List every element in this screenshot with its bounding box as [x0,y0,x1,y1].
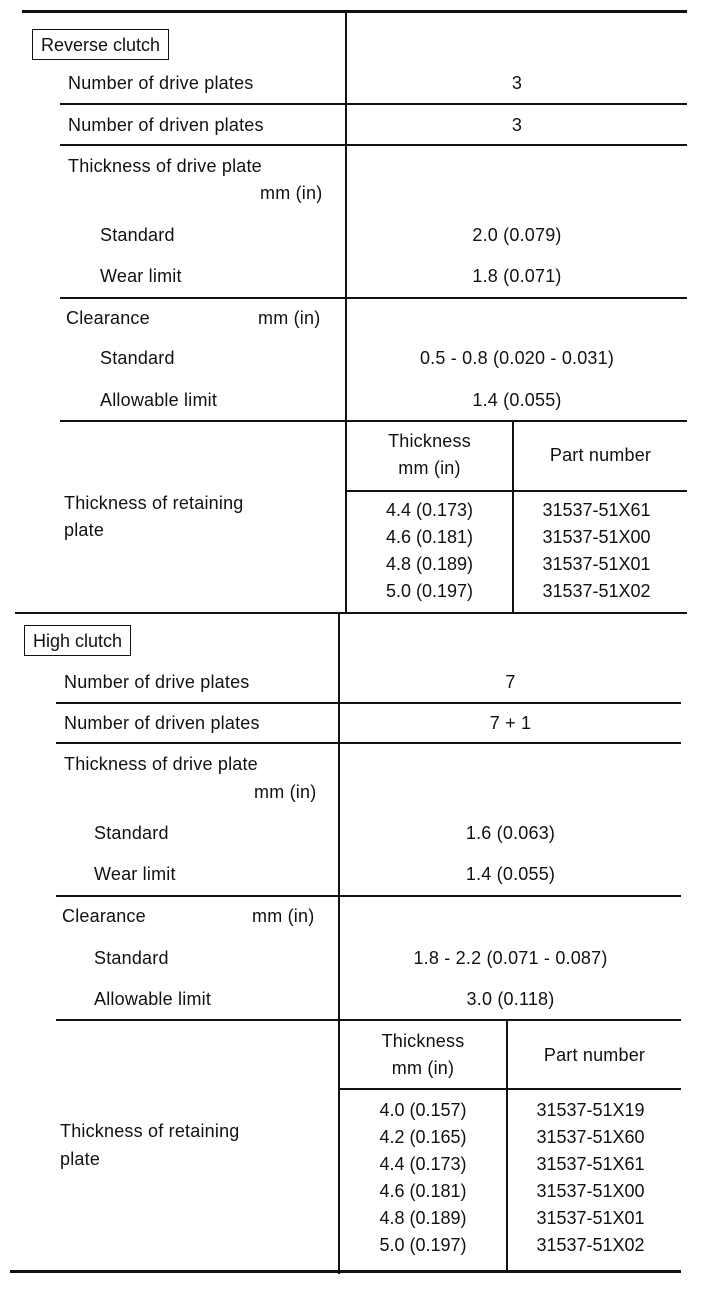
reverse-retaining-label-2: plate [64,520,105,540]
list-item: 31537-51X00 [542,527,651,547]
high-col-part-number: Part number [543,1045,646,1065]
list-item: 31537-51X19 [536,1100,645,1120]
reverse-clearance-unit: mm (in) [258,308,321,328]
list-item: 31537-51X02 [542,581,651,601]
high-allowable-value: 3.0 (0.118) [466,989,555,1009]
list-item: 31537-51X00 [536,1181,645,1201]
high-clearance-unit: mm (in) [252,906,315,926]
divider [60,297,687,299]
high-clearance-label: Clearance [62,906,146,926]
high-part-list [508,1097,673,1259]
reverse-drive-plates-value: 3 [511,73,523,93]
divider [60,144,687,146]
reverse-clearance-standard-value: 0.5 - 0.8 (0.020 - 0.031) [419,348,615,368]
divider [345,490,687,492]
reverse-driven-plates-value: 3 [511,115,523,135]
reverse-driven-plates-label: Number of driven plates [68,115,264,135]
reverse-clearance-label: Clearance [66,308,150,328]
list-item: 4.2 (0.165) [379,1127,467,1147]
reverse-standard-label: Standard [100,225,175,245]
divider [56,742,681,744]
list-item: 5.0 (0.197) [379,1235,467,1255]
reverse-thickness-label: Thickness of drive plate [68,156,262,176]
high-wear-value: 1.4 (0.055) [465,864,556,884]
reverse-standard-value: 2.0 (0.079) [472,225,562,245]
list-item: 4.8 (0.189) [379,1208,467,1228]
section-divider [15,612,687,614]
reverse-wear-label: Wear limit [100,266,182,286]
high-retaining-label: Thickness of retaining [60,1121,240,1141]
reverse-col-thickness-unit: mm (in) [398,458,461,478]
high-thickness-list [340,1097,506,1259]
reverse-clutch-title: Reverse clutch [32,29,169,60]
reverse-wear-value: 1.8 (0.071) [472,266,562,286]
high-standard-label: Standard [94,823,169,843]
reverse-clearance-standard-label: Standard [100,348,175,368]
list-item: 4.4 (0.173) [385,500,474,520]
reverse-col-part-number: Part number [549,445,652,465]
reverse-allowable-value: 1.4 (0.055) [472,390,562,410]
reverse-part-list [514,497,679,605]
list-item: 4.4 (0.173) [379,1154,467,1174]
high-clearance-standard-value: 1.8 - 2.2 (0.071 - 0.087) [413,948,608,968]
reverse-drive-plates-label: Number of drive plates [68,73,254,93]
reverse-thickness-list [347,497,512,605]
divider [56,895,681,897]
list-item: 31537-51X01 [536,1208,645,1228]
divider [56,702,681,704]
high-col-thickness: Thickness [381,1031,465,1051]
divider [56,1019,681,1021]
high-thickness-label: Thickness of drive plate [64,754,258,774]
list-item: 31537-51X61 [536,1154,645,1174]
list-item: 4.8 (0.189) [385,554,474,574]
divider [338,1088,681,1090]
reverse-col-thickness: Thickness [388,431,471,451]
list-item: 31537-51X01 [542,554,651,574]
list-item: 31537-51X60 [536,1127,645,1147]
list-item: 4.6 (0.181) [379,1181,467,1201]
high-standard-value: 1.6 (0.063) [465,823,556,843]
high-driven-plates-value: 7 + 1 [489,713,532,733]
high-driven-plates-label: Number of driven plates [64,713,260,733]
high-drive-plates-value: 7 [505,672,516,692]
reverse-allowable-label: Allowable limit [100,390,218,410]
high-wear-label: Wear limit [94,864,176,884]
list-item: 5.0 (0.197) [385,581,474,601]
high-drive-plates-label: Number of drive plates [64,672,250,692]
divider [60,103,687,105]
bottom-border [10,1270,681,1273]
list-item: 4.6 (0.181) [385,527,474,547]
divider [60,420,687,422]
high-retaining-label-2: plate [60,1149,101,1169]
high-col-thickness-unit: mm (in) [391,1058,455,1078]
high-clearance-standard-label: Standard [94,948,169,968]
list-item: 31537-51X61 [542,500,651,520]
high-allowable-label: Allowable limit [94,989,212,1009]
high-thickness-unit: mm (in) [254,782,317,802]
reverse-retaining-label: Thickness of retaining [64,493,244,513]
top-border [22,10,687,13]
reverse-thickness-unit: mm (in) [260,183,323,203]
high-clutch-title: High clutch [24,625,131,656]
list-item: 31537-51X02 [536,1235,645,1255]
list-item: 4.0 (0.157) [379,1100,467,1120]
